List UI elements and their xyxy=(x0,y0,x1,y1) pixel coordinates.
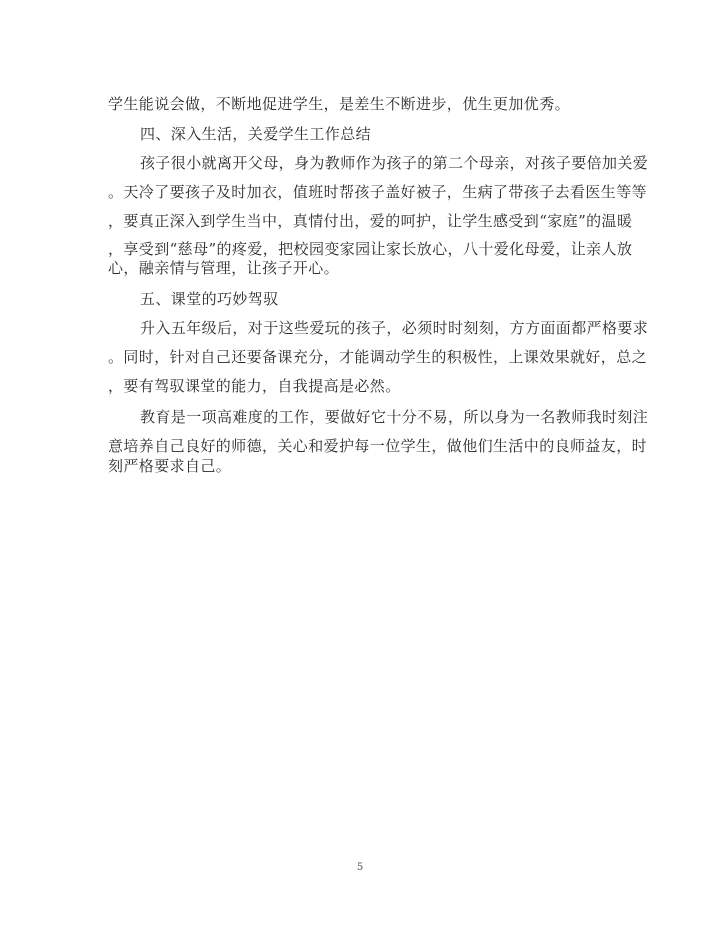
body-text-line: 学生能说会做，不断地促进学生，是差生不断进步，优生更加优秀。 xyxy=(108,95,571,113)
body-text-line: 升入五年级后，对于这些爱玩的孩子，必须时时刻刻，方方面面都严格要求 xyxy=(140,319,649,337)
body-text-line: 。同时，针对自己还要备课充分，才能调动学生的积极性，上课效果就好，总之 xyxy=(108,348,648,366)
body-text-line: 刻严格要求自己。 xyxy=(108,457,232,475)
body-text-line: ，享受到“慈母”的疼爱，把校园变家园让家长放心，八十爱化母爱，让亲人放 xyxy=(108,240,633,258)
body-text-line: 心，融亲情与管理，让孩子开心。 xyxy=(108,259,340,277)
section-heading: 五、课堂的巧妙驾驭 xyxy=(140,290,279,308)
body-text-line: 。天冷了要孩子及时加衣，值班时帮孩子盖好被子，生病了带孩子去看医生等等 xyxy=(108,183,648,201)
body-text-line: 意培养自己良好的师德，关心和爱护每一位学生，做他们生活中的良师益友，时 xyxy=(108,437,648,455)
body-text-line: ，要真正深入到学生当中，真情付出，爱的呵护，让学生感受到“家庭”的温暖 xyxy=(108,212,633,230)
page-number: 5 xyxy=(356,862,364,873)
body-text-line: 孩子很小就离开父母，身为教师作为孩子的第二个母亲，对孩子要倍加关爱 xyxy=(140,154,649,172)
section-heading: 四、深入生活，关爱学生工作总结 xyxy=(140,125,372,143)
body-text-line: ，要有驾驭课堂的能力，自我提高是必然。 xyxy=(108,377,401,395)
body-text-line: 教育是一项高难度的工作，要做好它十分不易，所以身为一名教师我时刻注 xyxy=(140,408,649,426)
